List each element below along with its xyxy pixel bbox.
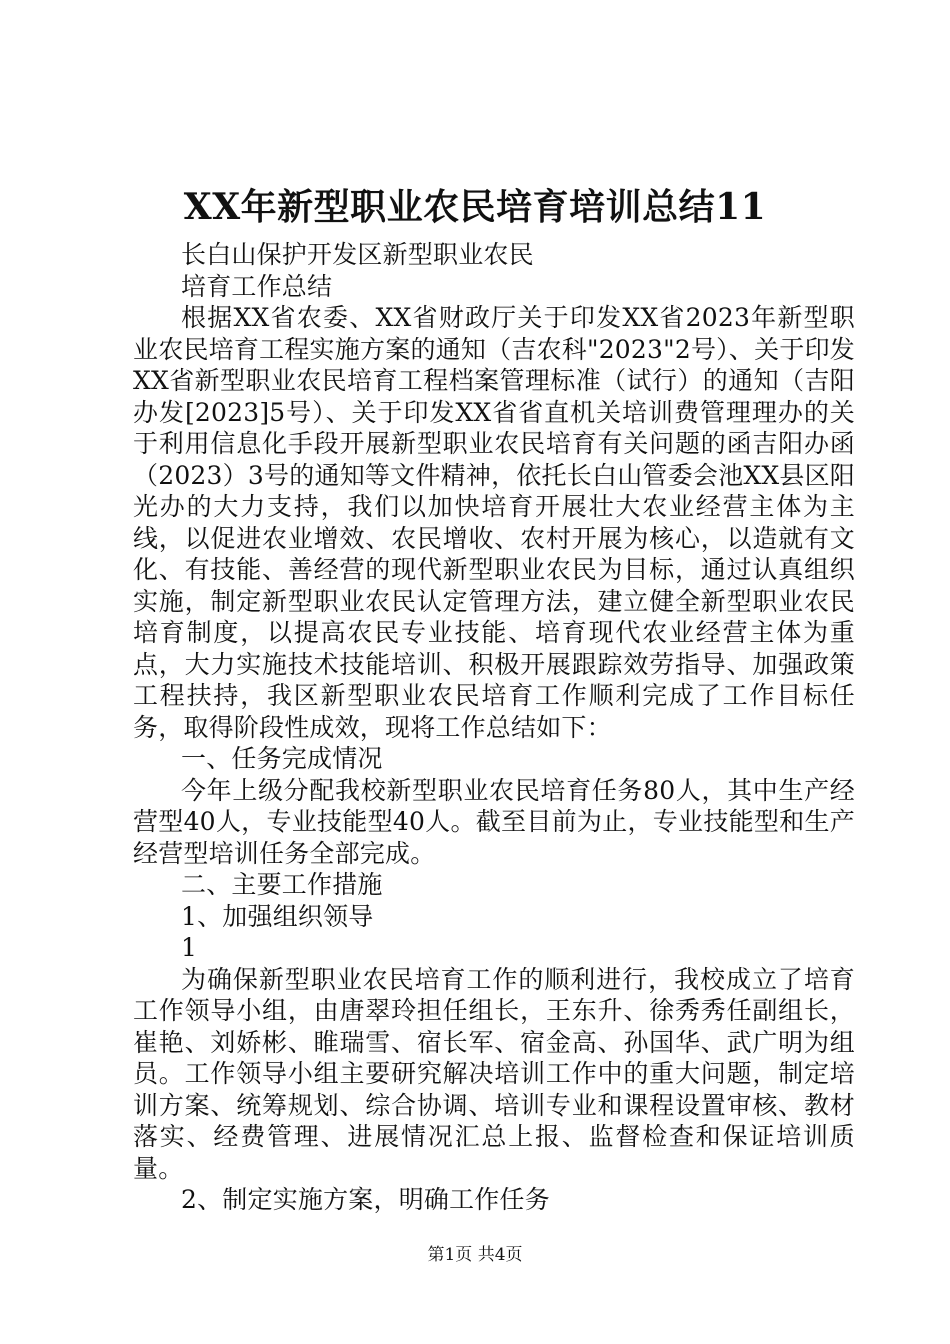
intro-paragraph: 根据XX省农委、XX省财政厅关于印发XX省2023年新型职业农民培育工程实施方案的通知（吉农科"2023"2号）、关于印发XX省新型职业农民培育工程档案管理标准（试行）的通知（吉阳办发[2023]5号）、关于印发XX省省直机关培训费管理理办的关于利用信息化手段开展新型职业农民培育有关问题的函吉阳办函（2023）3号的通知等文件精神，依托长白山管委会池XX县区阳光办的大力支持，我们以加快培育开展壮大农业经营主体为主线，以促进农业增效、农民增收、农村开展为核心，以造就有文化、有技能、善经营的现代新型职业农民为目标，通过认真组织实施，制定新型职业农民认定管理方法，建立健全新型职业农民培育制度，以提高农民专业技能、培育现代农业经营主体为重点，大力实施技术技能培训、积极开展跟踪效劳指导、加强政策工程扶持，我区新型职业农民培育工作顺利完成了工作目标任务，取得阶段性成效，现将工作总结如下： — [133, 303, 855, 742]
section-heading-1: 一、任务完成情况 — [181, 744, 383, 773]
task-completion-paragraph: 今年上级分配我校新型职业农民培育任务80人，其中生产经营型40人，专业技能型40人。截至目前为止，专业技能型和生产经营型培训任务全部完成。 — [133, 775, 855, 868]
page-footer: 第1页 共4页 — [427, 1245, 523, 1265]
stray-number: 1 — [181, 933, 198, 962]
leadership-paragraph: 为确保新型职业农民培育工作的顺利进行，我校成立了培育工作领导小组，由唐翠玲担任组长，王东升、徐秀秀任副组长，崔艳、刘娇彬、睢瑞雪、宿长军、宿金高、孙国华、武广明为组员。工作领导小组主要研究解决培训工作中的重大问题，制定培训方案、统筹规划、综合协调、培训专业和课程设置审核、教材落实、经费管理、进展情况汇总上报、监督检查和保证培训质量。 — [133, 964, 855, 1183]
subsection-heading-1: 1、加强组织领导 — [181, 901, 374, 931]
document-title: XX年新型职业农民培育培训总结11 — [183, 186, 767, 228]
subtitle-line-2: 培育工作总结 — [181, 271, 333, 301]
document-body — [133, 239, 855, 1216]
section-heading-2: 二、主要工作措施 — [181, 870, 383, 899]
subtitle-line-1: 长白山保护开发区新型职业农民 — [181, 240, 534, 269]
subsection-heading-2: 2、制定实施方案，明确工作任务 — [181, 1185, 550, 1214]
